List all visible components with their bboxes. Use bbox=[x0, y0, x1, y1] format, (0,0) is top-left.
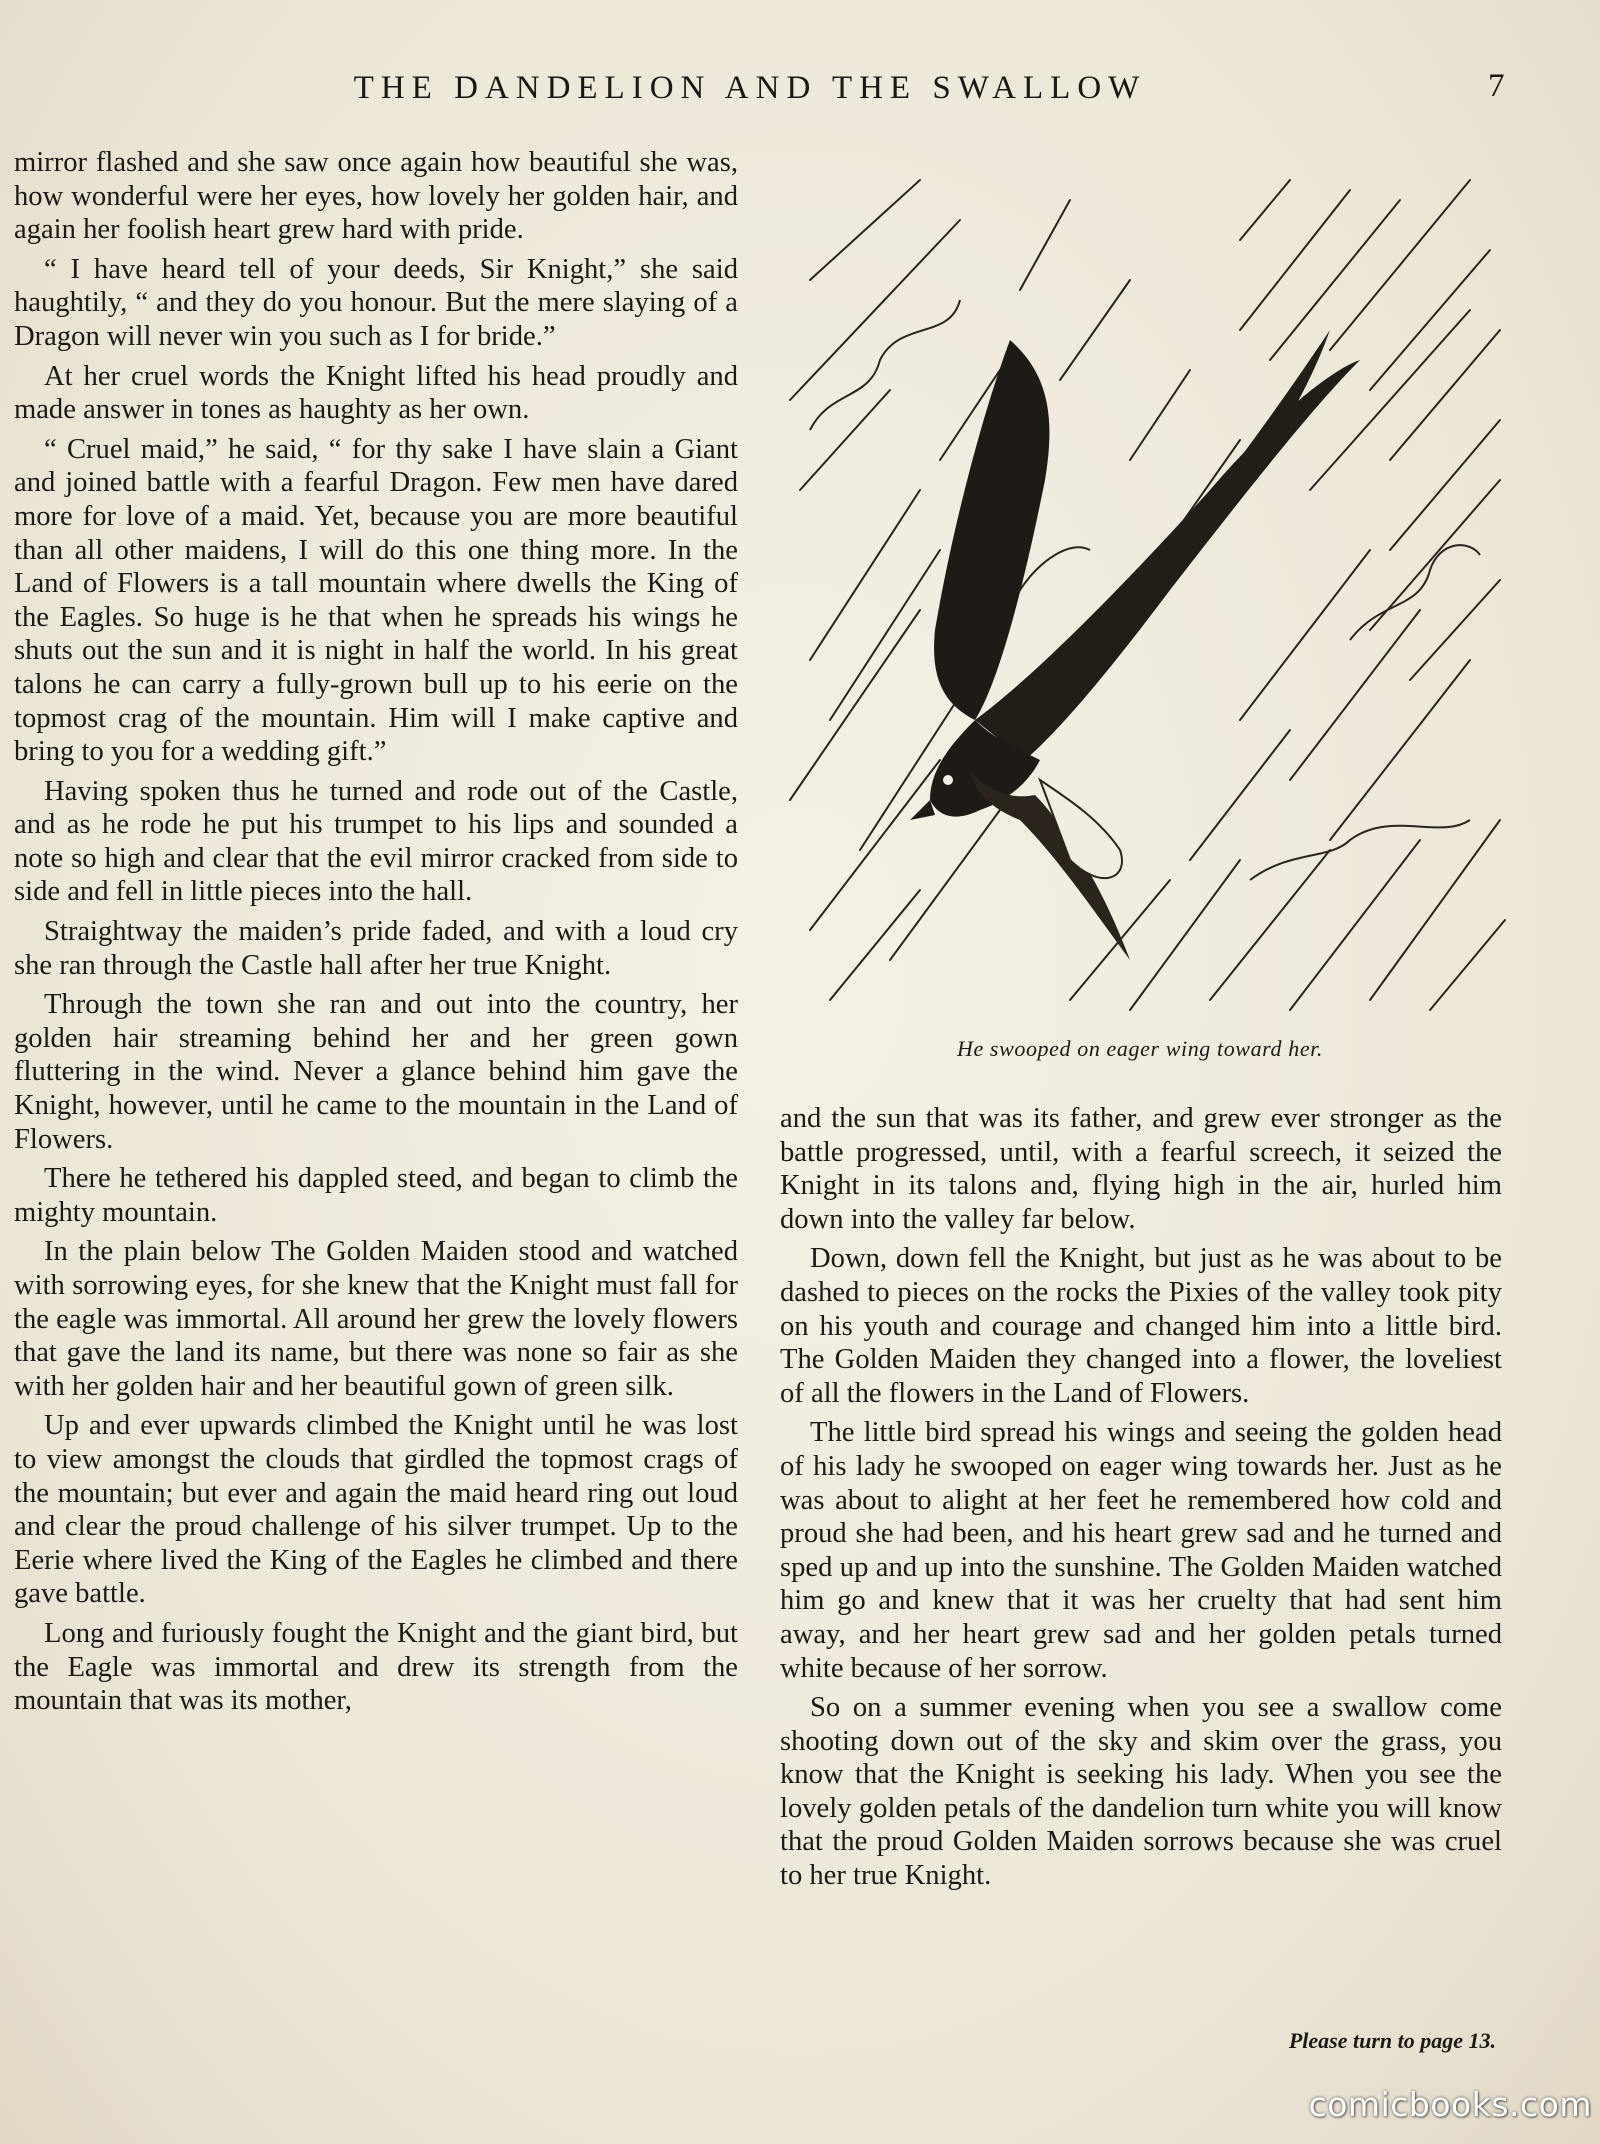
continuation-note: Please turn to page 13. bbox=[1288, 2028, 1496, 2053]
left-text-column bbox=[14, 146, 738, 1724]
swallow-illustration bbox=[770, 160, 1510, 1020]
swallow-bird bbox=[910, 330, 1360, 960]
paragraph: So on a summer evening when you see a swallow come shooting down out of the sky and skim over the grass, you know that the Knight is seeking his lady. When you see the lovely golden petals of the dandelion turn white you will know that the proud Golden Maiden sorrows because she was cruel to her true Knight. bbox=[780, 1692, 1502, 1892]
paragraph: mirror flashed and she saw once again how beautiful she was, how wonderful were her eyes, how lovely her golden hair, and again her foolish heart grew hard with pride. bbox=[14, 147, 738, 246]
paragraph: “ Cruel maid,” he said, “ for thy sake I have slain a Giant and joined battle with a fearful Dragon. Few men have dared more for love of a maid. Yet, because you are more beautiful than all other maidens, I will do this one thing more. In the Land of Flowers is a tall mountain where dwells the King of the Eagles. So huge is he that when he spreads his wings he shuts out the sun and it is night in half the world. In his great talons he can carry a fully-grown bull up to his eerie on the topmost crag of the mountain. Him will I make captive and bring to you for a wedding gift.” bbox=[14, 433, 738, 768]
swallow-drawing bbox=[770, 160, 1510, 1020]
right-text-column bbox=[780, 1102, 1502, 1899]
paragraph: The little bird spread his wings and seeing the golden head of his lady he swooped on eager wing towards her. Just as he was about to alight at her feet he remembered how cold and proud she had been, and his heart grew sad and he turned and sped up and up into the sunshine. The Golden Maiden watched him go and knew that it was her cruelty that had sent him away, and her heart grew sad and her golden petals turned white because of her sorrow. bbox=[780, 1417, 1502, 1684]
paragraph: Long and furiously fought the Knight and the giant bird, but the Eagle was immortal and drew its strength from the mountain that was its mother, bbox=[14, 1617, 738, 1717]
paragraph: Through the town she ran and out into the country, her golden hair streaming behind her and her green gown fluttering in the wind. Never a glance behind him gave the Knight, however, until he came to the mountain in the Land of Flowers. bbox=[14, 989, 738, 1155]
paragraph: There he tethered his dappled steed, and began to climb the mighty mountain. bbox=[14, 1163, 738, 1228]
paragraph: Down, down fell the Knight, but just as he was about to be dashed to pieces on the rocks the Pixies of the valley took pity on his youth and courage and changed him into a little bird. The Golden Maiden they changed into a flower, the loveliest of all the flowers in the Land of Flowers. bbox=[780, 1243, 1502, 1409]
paragraph: “ I have heard tell of your deeds, Sir Knight,” she said haughtily, “ and they do you honour. But the mere slaying of a Dragon will never win you such as I for bride.” bbox=[14, 253, 738, 352]
paragraph: Up and ever upwards climbed the Knight until he was lost to view amongst the clouds that girdled the topmost crags of the mountain; but ever and again the maid heard ring out loud and clear the proud challenge of his silver trumpet. Up to the Eerie where lived the King of the Eagles he climbed and there gave battle. bbox=[14, 1410, 738, 1610]
paragraph: At her cruel words the Knight lifted his head proudly and made answer in tones as haughty as her own. bbox=[14, 360, 738, 426]
paragraph: Having spoken thus he turned and rode out of the Castle, and as he rode he put his trumpet to his lips and sounded a note so high and clear that the evil mirror cracked from side to side and fell in little pieces into the hall. bbox=[14, 775, 738, 908]
illustration-caption: He swooped on eager wing toward her. bbox=[956, 1036, 1324, 1061]
paragraph: and the sun that was its father, and grew ever stronger as the battle progressed, until, with a fearful screech, it seized the Knight in its talons and, flying high in the air, hurled him down into the valley far below. bbox=[780, 1103, 1502, 1235]
page-number: 7 bbox=[1488, 68, 1505, 104]
site-watermark: comicbooks.com bbox=[1308, 2085, 1592, 2124]
running-title: THE DANDELION AND THE SWALLOW bbox=[353, 70, 1147, 106]
paragraph: Straightway the maiden’s pride faded, and with a loud cry she ran through the Castle hall after her true Knight. bbox=[14, 916, 738, 981]
paragraph: In the plain below The Golden Maiden stood and watched with sorrowing eyes, for she knew that the Knight must fall for the eagle was immortal. All around her grew the lovely flowers that gave the land its name, but there was none so fair as she with her golden hair and her beautiful gown of green silk. bbox=[14, 1236, 738, 1402]
